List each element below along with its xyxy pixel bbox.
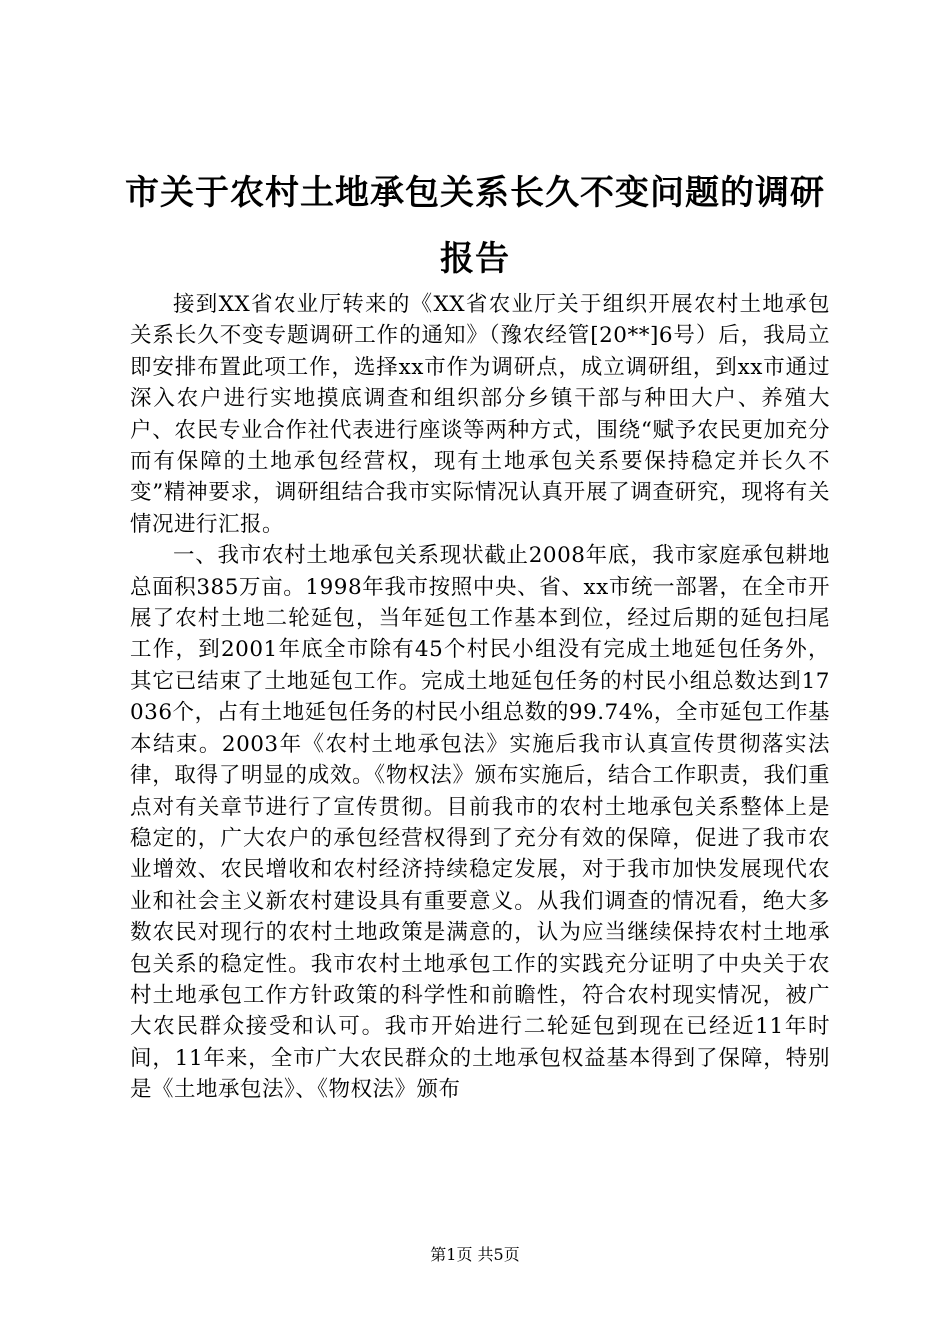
paragraph-section-one: 一、我市农村土地承包关系现状截止2008年底，我市家庭承包耕地总面积385万亩。1998年我市按照中央、省、xx市统一部署，在全市开展了农村土地二轮延包，当年延包工作基本到位，经过后期的延包扫尾工作，到2001年底全市除有45个村民小组没有完成土地延包任务外，其它已结束了土地延包工作。完成土地延包任务的村民小组总数达到17036个，占有土地延包任务的村民小组总数的99.74%，全市延包工作基本结束。2003年《农村土地承包法》实施后我市认真宣传贯彻落实法律，取得了明显的成效。《物权法》颁布实施后，结合工作职责，我们重点对有关章节进行了宣传贯彻。目前我市的农村土地承包关系整体上是稳定的，广大农户的承包经营权得到了充分有效的保障，促进了我市农业增效、农民增收和农村经济持续稳定发展，对于我市加快发展现代农业和社会主义新农村建设具有重要意义。从我们调查的情况看，绝大多数农民对现行的农村土地政策是满意的，认为应当继续保持农村土地承包关系的稳定性。我市农村土地承包工作的实践充分证明了中央关于农村土地承包工作方针政策的科学性和前瞻性，符合农村现实情况，被广大农民群众接受和认可。我市开始进行二轮延包到现在已经近11年时间，11年来，全市广大农民群众的土地承包权益基本得到了保障，特别是《土地承包法》、《物权法》颁布	[130, 543, 830, 1103]
document-body	[130, 289, 830, 1106]
document-title: 市关于农村土地承包关系长久不变问题的调研报告	[125, 173, 825, 279]
page-footer	[0, 1244, 950, 1266]
paragraph-intro: 接到XX省农业厅转来的《XX省农业厅关于组织开展农村土地承包关系长久不变专题调研工作的通知》（豫农经管[20**]6号）后，我局立即安排布置此项工作，选择xx市作为调研点，成立调研组，到xx市通过深入农户进行实地摸底调查和组织部分乡镇干部与种田大户、养殖大户、农民专业合作社代表进行座谈等两种方式，围绕“赋予农民更加充分而有保障的土地承包经营权，现有土地承包关系要保持稳定并长久不变”精神要求，调研组结合我市实际情况认真开展了调查研究，现将有关情况进行汇报。	[130, 292, 830, 537]
page-number: 第1页 共5页	[430, 1245, 520, 1264]
